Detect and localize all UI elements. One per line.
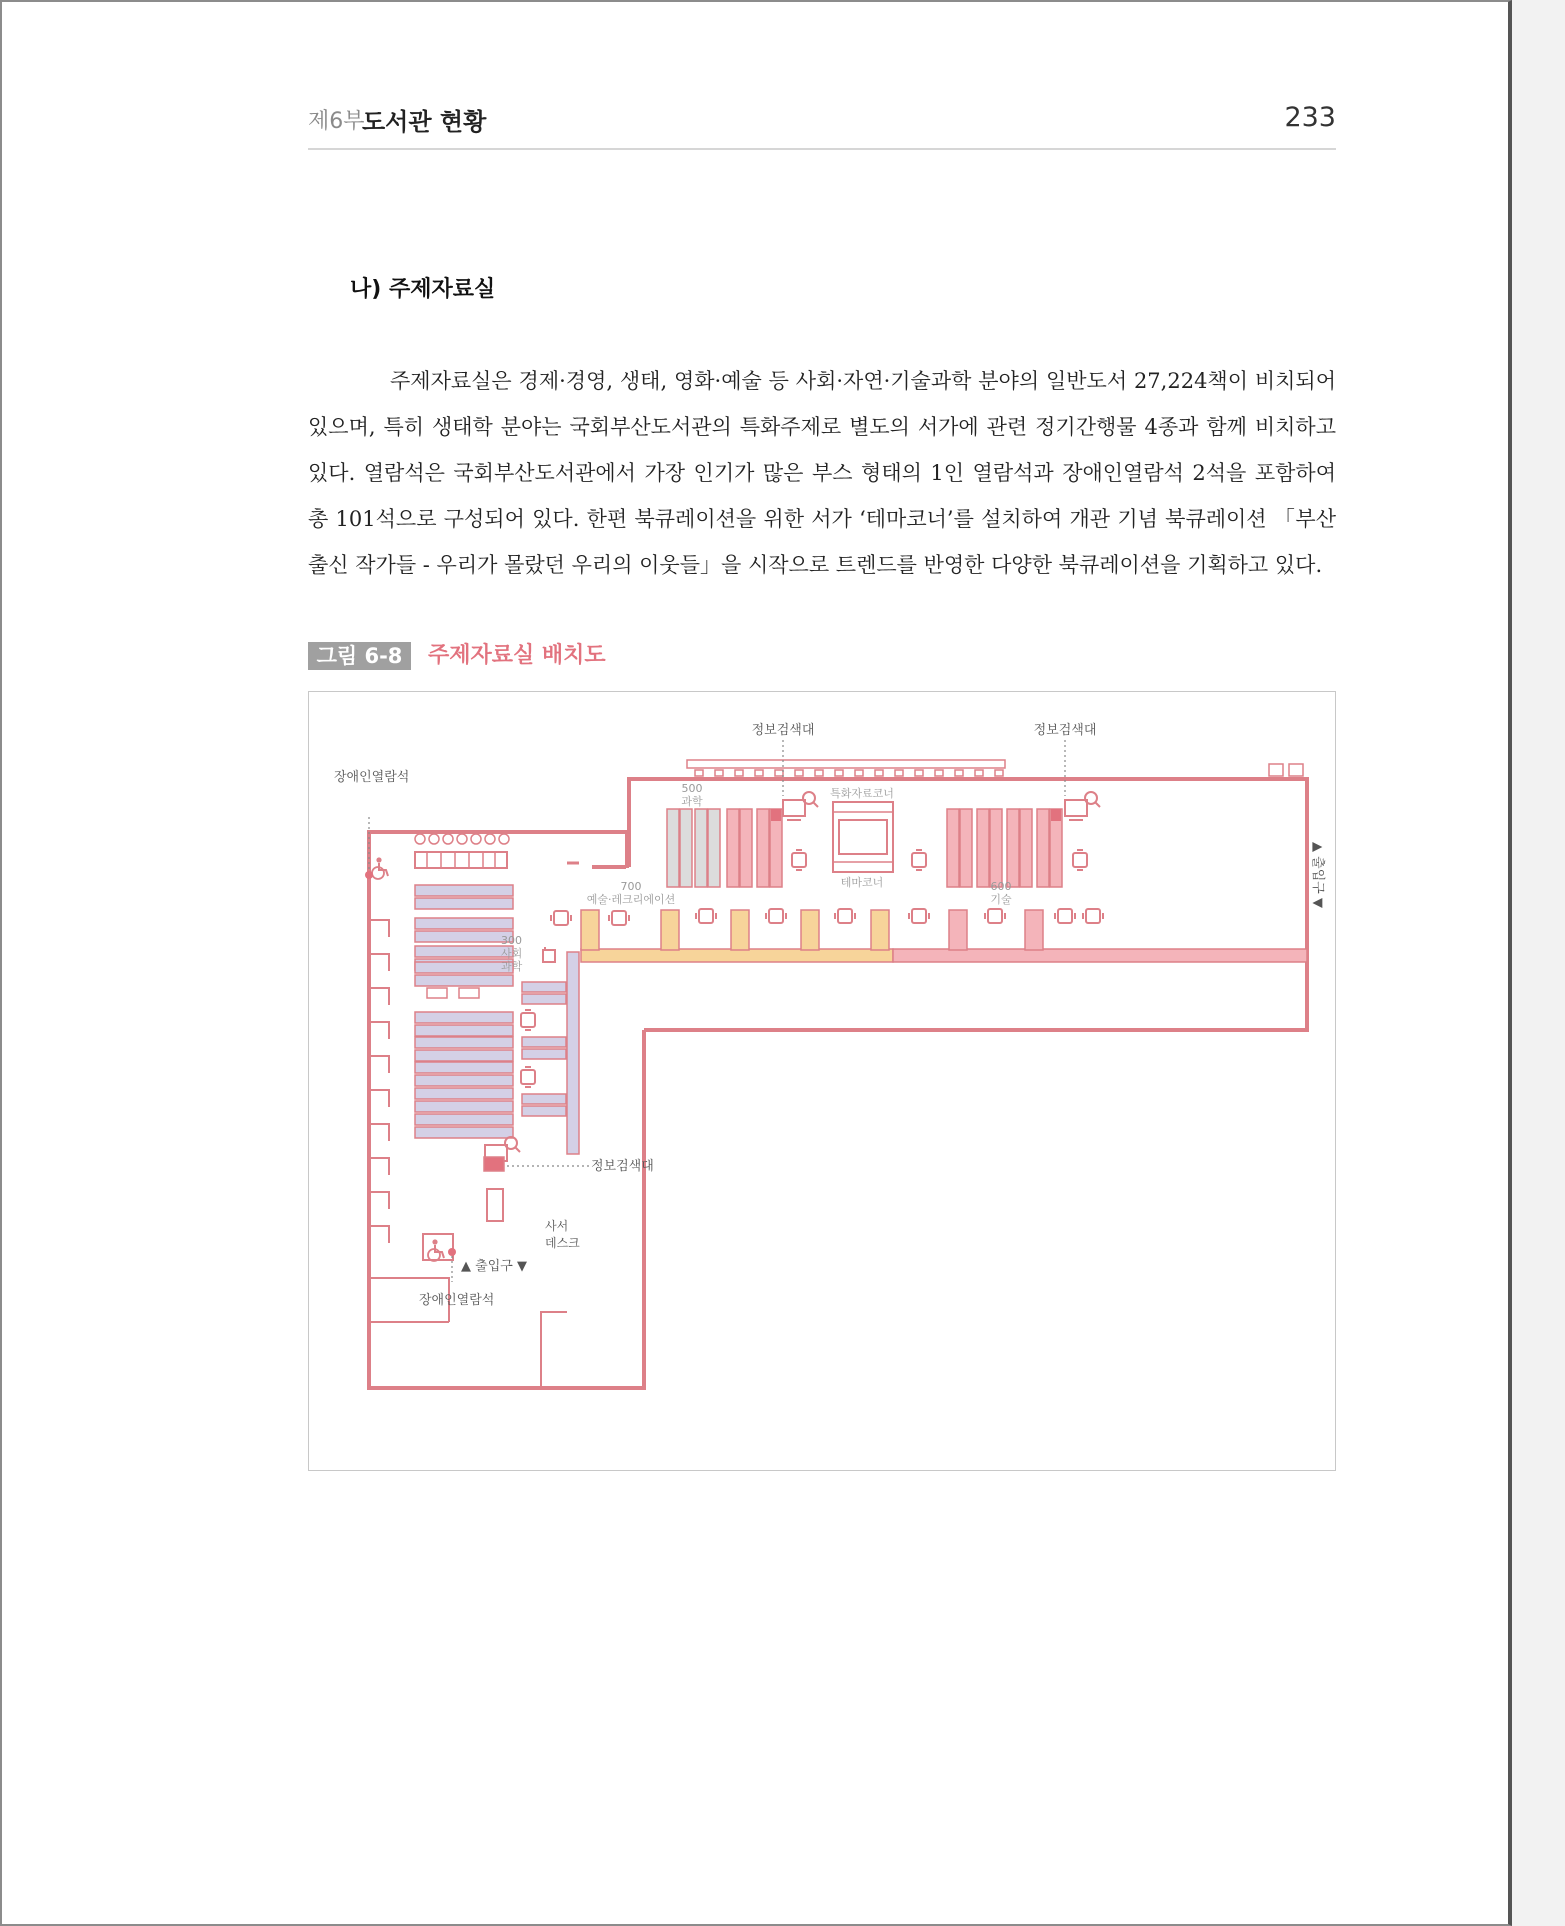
shelves-middle: [521, 947, 579, 1154]
shelves-600: [912, 809, 1087, 887]
paragraph: 주제자료실은 경제·경영, 생태, 영화·예술 등 사회·자연·기술과학 분야의 일반도서 27,224책이 비치되어 있으며, 특히 생태학 분야는 국회부산도서관의 특화주제로 별도의 서가에 관련 정기간행물 4종과 함께 비치하고 있다. 열람석은 국회부산도서관에서 가장 인기가 많은 부스 형태의 1인 열람석과 장애인열람석 2석을 포함하여 총 101석으로 구성되어 있다. 한편 북큐레이션을 위한 서가 ‘테마코너’를 설치하여 개관 기념 북큐레이션 「부산 출신 작가들 - 우리가 몰랐던 우리의 이웃들」을 시작으로 트렌드를 반영한 다양한 북큐레이션을 기획하고 있다.: [308, 369, 1336, 577]
label-300-line2: 과학: [501, 960, 523, 973]
floor-plan-figure: [308, 691, 1336, 1471]
label-700-name: 예술·레크리에이션: [586, 893, 676, 906]
label-500-num: 500: [681, 782, 703, 795]
label-disabled-seat-top: 장애인열람석: [334, 770, 410, 785]
label-disabled-seat-bottom: 장애인열람석: [419, 1293, 495, 1308]
label-entrance-bottom: ▲ 출입구 ▼: [461, 1259, 527, 1274]
label-info-search-top-right: 정보검색대: [1033, 723, 1097, 738]
label-entrance-right: ▲ 출입구 ▼: [1310, 842, 1325, 908]
wall-display-shelf: [687, 760, 1303, 776]
page-header: [308, 100, 1336, 150]
chapter-title: 도서관 현황: [362, 108, 487, 136]
part-label: 제6부: [308, 109, 365, 134]
label-info-search-bottom: 정보검색대: [591, 1159, 654, 1174]
section-title: 나) 주제자료실: [350, 277, 496, 302]
label-300-num: 300: [501, 934, 522, 947]
shelves-300: [415, 885, 513, 1138]
floor-plan: [309, 692, 1335, 1470]
label-600-name: 기술: [990, 893, 1012, 906]
page-number: 233: [1284, 102, 1336, 133]
label-500-name: 과학: [681, 795, 703, 808]
label-info-search-top-left: 정보검색대: [751, 723, 815, 738]
label-special-corner: 특화자료코너: [830, 787, 894, 800]
librarian-desk: [541, 1218, 580, 1387]
group-table: [415, 834, 509, 868]
shelves-500: [667, 809, 806, 887]
booth-row-700: [551, 909, 929, 962]
label-700-num: 700: [620, 880, 642, 893]
label-600-num: 600: [990, 880, 1012, 893]
viewer-background: [1512, 0, 1565, 1926]
librarian-desk-label-1: 사서: [545, 1219, 569, 1233]
booth-row-600: [893, 909, 1307, 962]
body-text: [308, 358, 1336, 588]
label-300-line1: 사회: [501, 947, 523, 960]
figure-number: 그림 6-8: [308, 642, 411, 670]
librarian-desk-label-2: 데스크: [545, 1236, 580, 1250]
figure-title: 주제자료실 배치도: [428, 643, 606, 668]
special-corner: [833, 802, 893, 872]
disabled-seat-bottom: [423, 1234, 456, 1282]
label-theme-corner: 테마코너: [840, 876, 884, 889]
